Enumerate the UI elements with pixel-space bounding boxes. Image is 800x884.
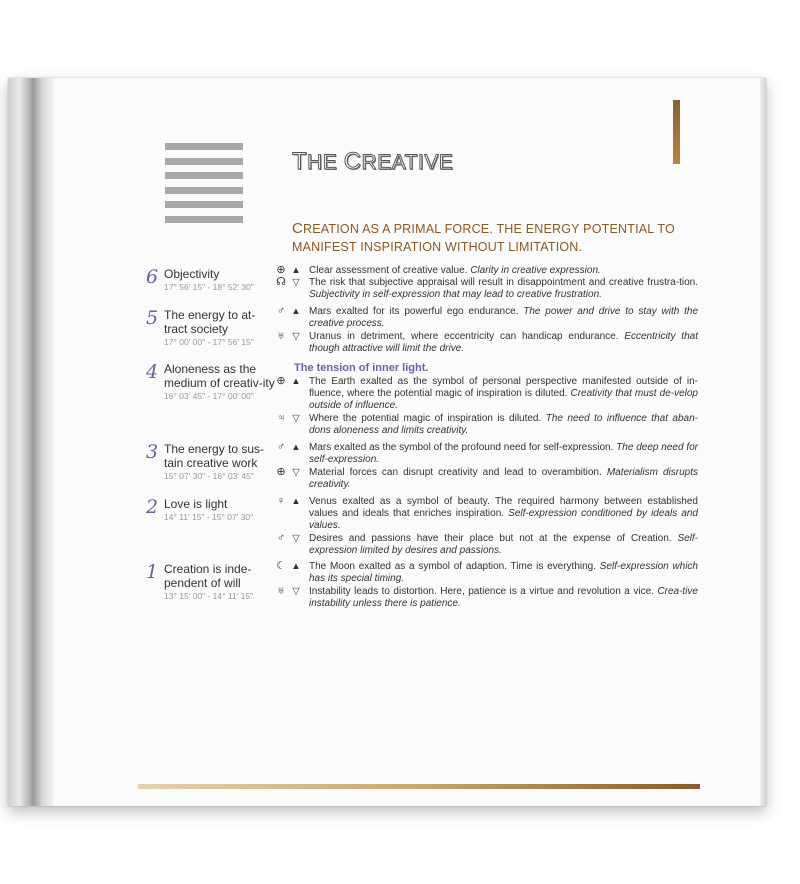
- detriment-icon: ▽: [292, 277, 300, 288]
- detriment-icon: ▽: [292, 413, 300, 424]
- line-4-exaltation: ⊕ ▲ The Earth exalted as the symbol of personal perspective manifested outside of in-fluence, where the potential magic of inspiration is diluted. Creativity that must de-velop outside of influence.: [274, 376, 698, 411]
- exaltation-icon: ▲: [291, 306, 301, 317]
- exaltation-icon: ▲: [291, 376, 301, 387]
- line-degrees: 17° 56' 15" - 18° 52' 30": [164, 282, 254, 292]
- line-5-exaltation: ♂ ▲ Mars exalted for its powerful ego endurance. The power and drive to stay with the creative process.: [274, 306, 698, 330]
- line-title: The energy to at-tract society: [164, 308, 256, 336]
- line-degrees: 17° 00' 00" - 17° 56' 15": [164, 337, 254, 347]
- exaltation-icon: ▲: [291, 265, 301, 276]
- line-label-3: [146, 442, 276, 481]
- moon-icon: ☾: [276, 560, 286, 572]
- line-degrees: 13° 15' 00" - 14° 11' 15": [164, 591, 254, 601]
- line-3-detriment: ⊕ ▽ Material forces can disrupt creativity and lead to overambition. Materialism disrupts creativity.: [274, 467, 698, 491]
- hexagram-line: [165, 172, 243, 179]
- hexagram-line: [165, 158, 243, 165]
- line-title: Creation is inde-pendent of will: [164, 562, 252, 590]
- line-number: 2: [146, 496, 159, 518]
- book-spine: [8, 78, 54, 806]
- line-2-exaltation: ♀ ▲ Venus exalted as a symbol of beauty. The required harmony between established values and ideals that enriches inspiration. Self-expression conditioned by ideals and values.: [274, 496, 698, 531]
- line-5-detriment: ♅ ▽ Uranus in detriment, where eccentricity can handicap endurance. Eccentricity that though attractive will limit the drive.: [274, 331, 698, 355]
- line-number: 3: [146, 441, 159, 463]
- line-degrees: 14° 11' 15" - 15° 07' 30": [164, 512, 254, 522]
- line-label-1: [146, 562, 276, 601]
- mars-icon: ♂: [276, 532, 286, 544]
- line-6-detriment: ☊ ▽ The risk that subjective appraisal will result in disappointment and creative frustra-tion. Subjectivity in self-expression that may lead to creative frustration.: [274, 277, 698, 301]
- jupiter-icon: ♃: [276, 412, 286, 424]
- line-degrees: 16° 03' 45" - 17° 00' 00": [164, 391, 254, 401]
- line-number: 1: [146, 561, 159, 583]
- detriment-icon: ▽: [292, 331, 300, 342]
- earth-icon: ⊕: [276, 264, 286, 276]
- line-number: 6: [146, 266, 159, 288]
- hexagram-line: [165, 143, 243, 150]
- uranus-icon: ♅: [276, 585, 286, 597]
- hexagram-line: [165, 216, 243, 223]
- line-number: 4: [146, 361, 159, 383]
- north-node-icon: ☊: [276, 276, 286, 288]
- line-title: Love is light: [164, 497, 228, 511]
- bottom-rule: [138, 784, 700, 789]
- hexagram-line: [165, 201, 243, 208]
- detriment-icon: ▽: [292, 467, 300, 478]
- hexagram-line: [165, 187, 243, 194]
- hexagram-icon: [165, 143, 243, 231]
- mars-icon: ♂: [276, 441, 286, 453]
- venus-icon: ♀: [276, 495, 286, 507]
- line-title: Objectivity: [164, 267, 220, 281]
- detriment-icon: ▽: [292, 586, 300, 597]
- line-label-5: [146, 308, 276, 347]
- line-3-exaltation: ♂ ▲ Mars exalted as the symbol of the profound need for self-expression. The deep need for self-expression.: [274, 442, 698, 466]
- uranus-icon: ♅: [276, 330, 286, 342]
- line-number: 5: [146, 307, 159, 329]
- line-2-detriment: ♂ ▽ Desires and passions have their place but not at the expense of Creation. Self-expression limited by desires and passions.: [274, 533, 698, 557]
- earth-icon: ⊕: [276, 466, 286, 478]
- line-label-4: [146, 362, 276, 401]
- book-page: [8, 78, 766, 806]
- line-4-detriment: ♃ ▽ Where the potential magic of inspiration is diluted. The need to influence that aban-dons aloneness and limits creativity.: [274, 413, 698, 437]
- line-label-6: [146, 267, 276, 292]
- exaltation-icon: ▲: [291, 561, 301, 572]
- line-1-detriment: ♅ ▽ Instability leads to distortion. Here, patience is a virtue and revolution a vice. Crea-tive instability unless there is patience.: [274, 586, 698, 610]
- line-title: Aloneness as the medium of creativ-ity: [164, 362, 275, 390]
- line-1-exaltation: ☾ ▲ The Moon exalted as a symbol of adaption. Time is everything. Self-expression which has its special timing.: [274, 561, 698, 585]
- line-degrees: 15° 07' 30" - 16° 03' 45": [164, 471, 254, 481]
- exaltation-icon: ▲: [291, 496, 301, 507]
- page-subtitle: CREATION AS A PRIMAL FORCE. THE ENERGY POTENTIAL TO MANIFEST INSPIRATION WITHOUT LIMITATION.: [292, 220, 675, 254]
- earth-icon: ⊕: [276, 375, 286, 387]
- line-label-2: [146, 497, 276, 522]
- bookmark-ribbon: [673, 100, 680, 164]
- page-edge: [760, 78, 766, 806]
- detriment-icon: ▽: [292, 533, 300, 544]
- mars-icon: ♂: [276, 305, 286, 317]
- exaltation-icon: ▲: [291, 442, 301, 453]
- section-heading: The tension of inner light.: [294, 362, 429, 374]
- line-title: The energy to sus-tain creative work: [164, 442, 265, 470]
- page-title: THE CREATIVE: [292, 148, 454, 175]
- line-6-exaltation: ⊕ ▲ Clear assessment of creative value. Clarity in creative expression.: [274, 265, 698, 277]
